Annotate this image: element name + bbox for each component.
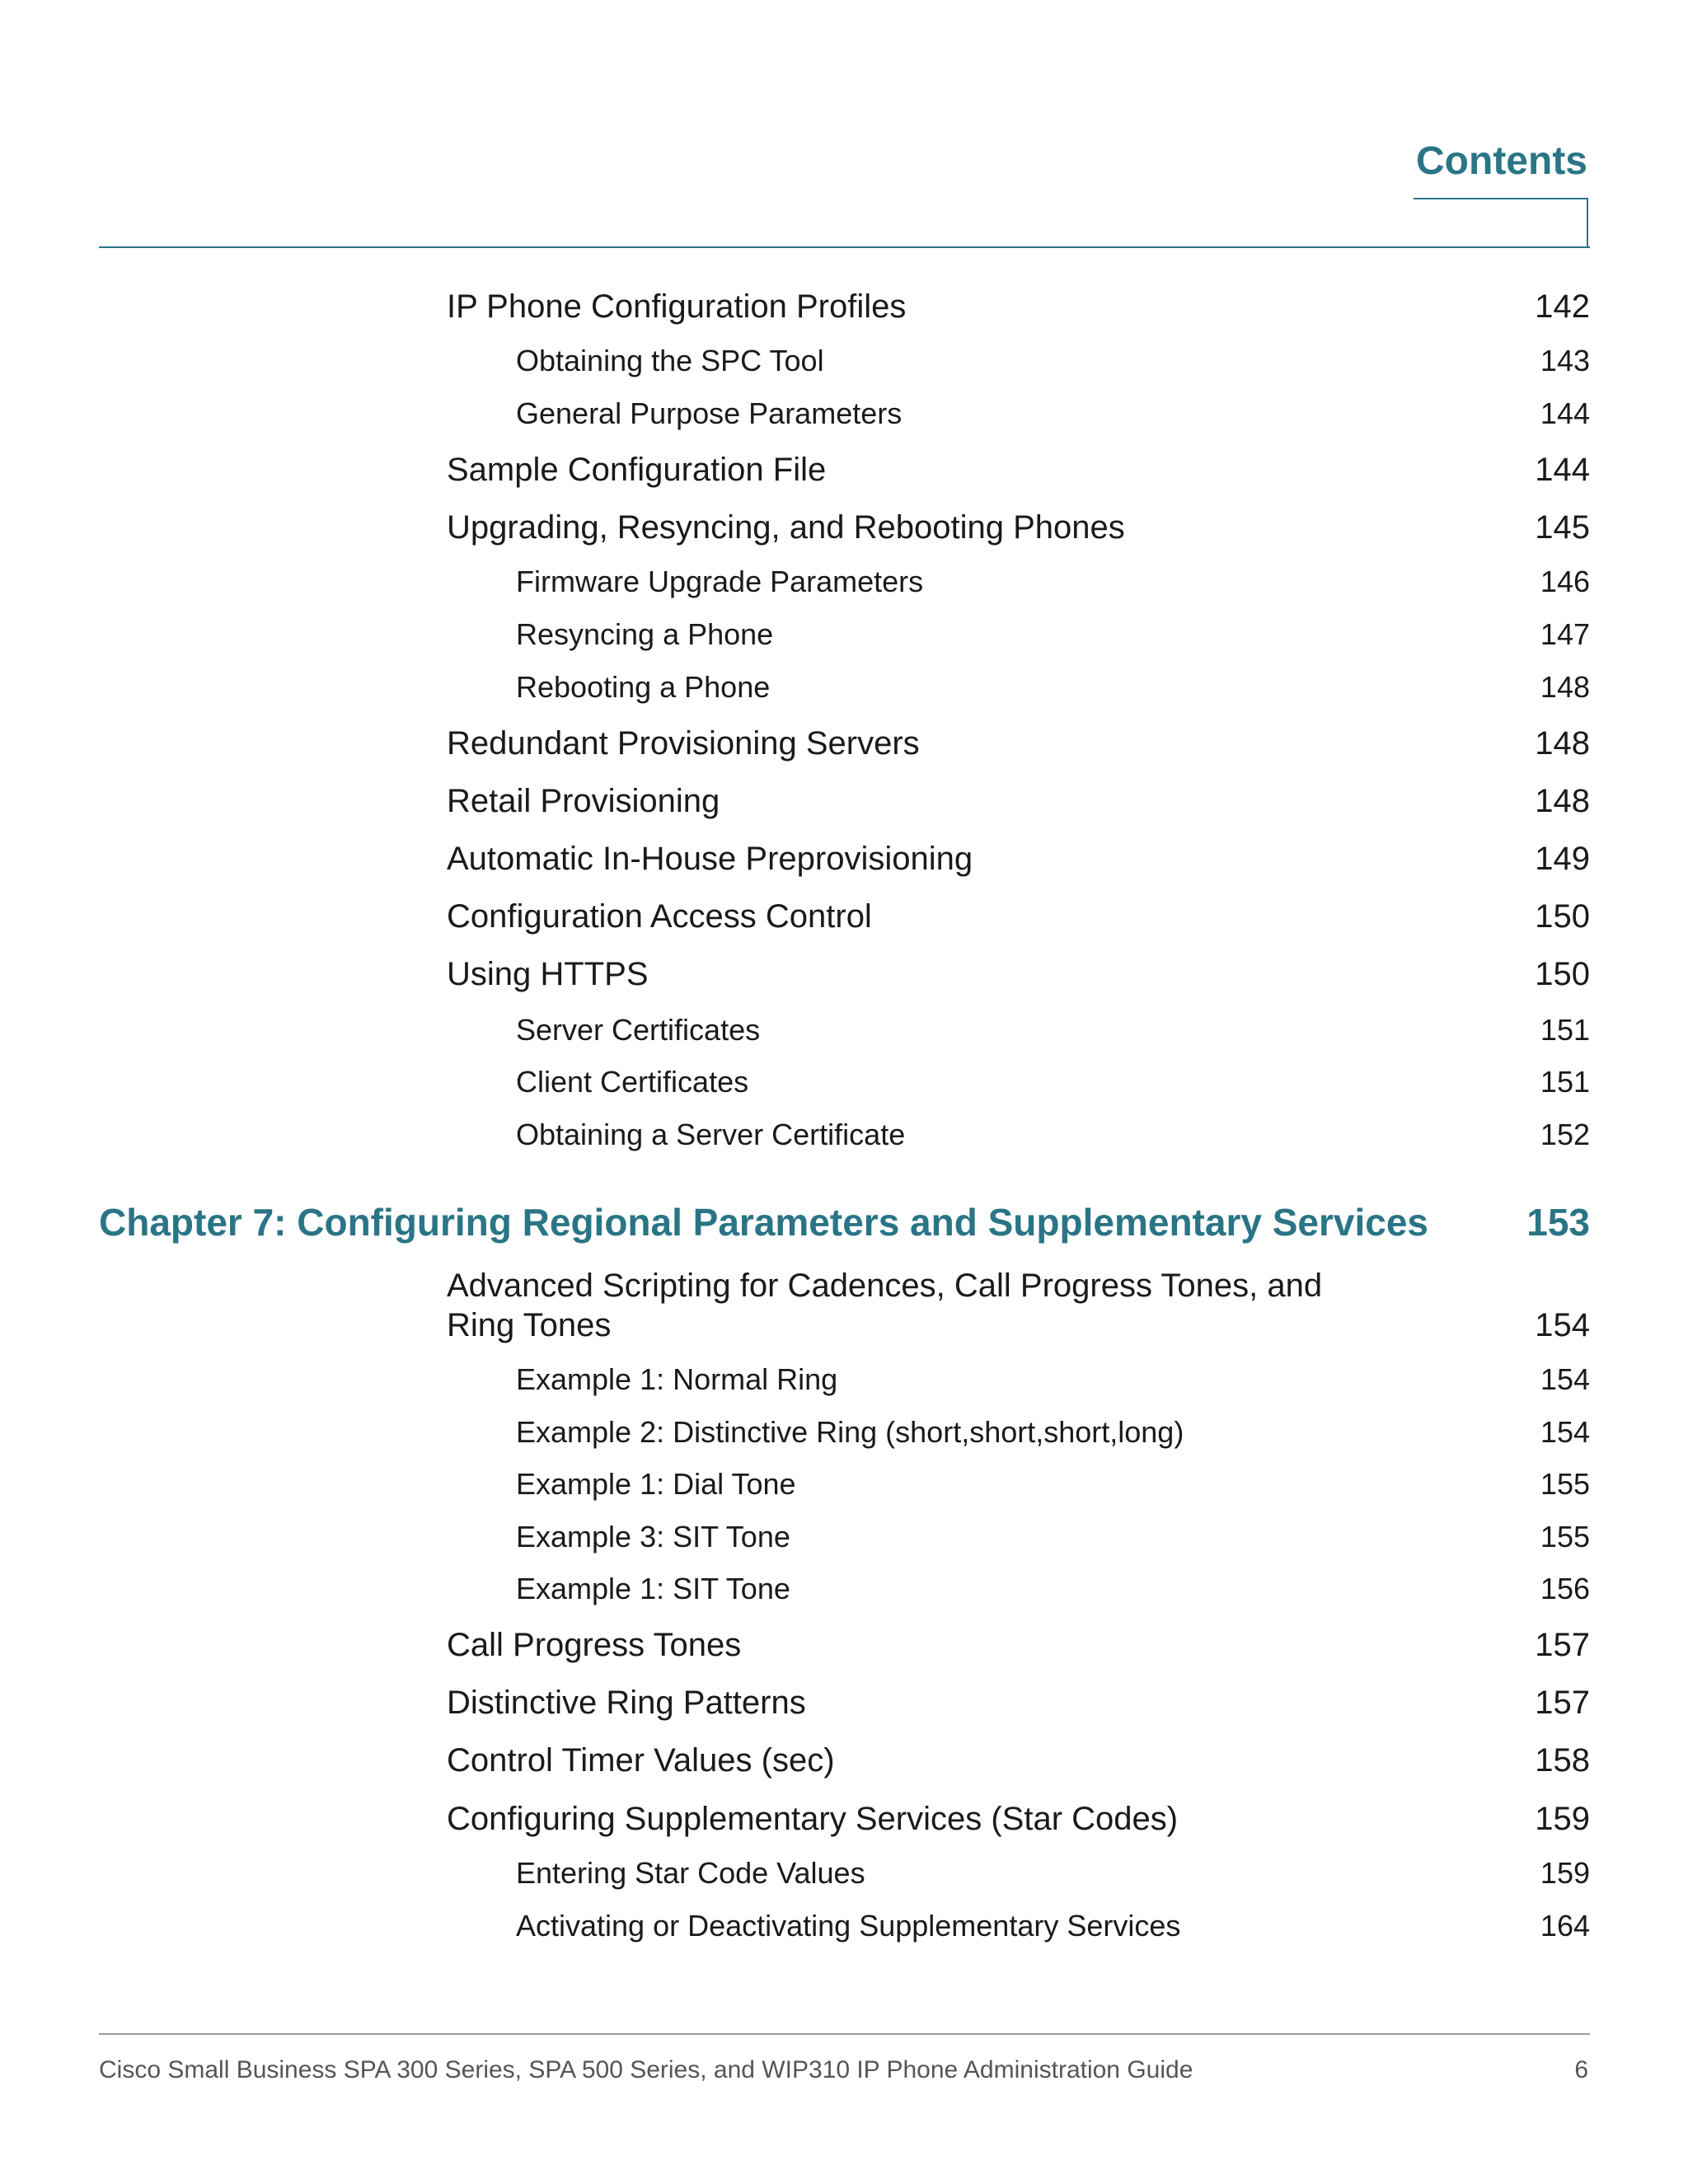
toc-subentry[interactable] (516, 1064, 1590, 1100)
toc-entry[interactable] (447, 897, 1590, 936)
toc-subentry[interactable] (516, 1414, 1590, 1451)
toc-subentry[interactable] (516, 1466, 1590, 1502)
title-bracket-decoration (1414, 198, 1588, 247)
toc-subentry-label: Rebooting a Phone (516, 670, 771, 704)
toc-subentry[interactable] (516, 1908, 1590, 1944)
toc-subentry-label: Client Certificates (516, 1065, 749, 1099)
toc-subentry-page: 143 (1540, 344, 1590, 377)
toc-subentry-label: Entering Star Code Values (516, 1856, 865, 1890)
toc-subentry-page: 156 (1540, 1572, 1590, 1605)
toc-entry-page: 148 (1535, 725, 1590, 762)
toc-entry-label: Retail Provisioning (447, 783, 720, 819)
toc-entry-label: Configuration Access Control (447, 898, 872, 935)
toc-subentry-page: 147 (1540, 617, 1590, 651)
toc-subentry-page: 152 (1540, 1118, 1590, 1151)
toc-chapter-page: 153 (1526, 1201, 1590, 1244)
toc-entry-label: Advanced Scripting for Cadences, Call Progress Tones, and Ring Tones (447, 1268, 1323, 1343)
toc-subentry[interactable] (516, 1519, 1590, 1555)
toc-entry-page: 149 (1535, 841, 1590, 877)
toc-entry-label: IP Phone Configuration Profiles (447, 288, 907, 325)
footer-page-number: 6 (1574, 2056, 1588, 2083)
toc-entry[interactable] (447, 508, 1590, 547)
toc-chapter-label: Chapter 7: Configuring Regional Parameters and Supplementary Services (99, 1201, 1428, 1244)
footer-document-title: Cisco Small Business SPA 300 Series, SPA 500 Series, and WIP310 IP Phone Administration Guide (99, 2056, 1193, 2083)
toc-subentry-label: Obtaining a Server Certificate (516, 1118, 906, 1151)
toc-subentry-label: Resyncing a Phone (516, 617, 774, 651)
toc-entry[interactable] (447, 1266, 1590, 1345)
toc-subentry-page: 144 (1540, 396, 1590, 430)
toc-entry-page: 159 (1535, 1801, 1590, 1837)
toc-subentry-label: Obtaining the SPC Tool (516, 344, 824, 377)
toc-subentry-page: 146 (1540, 565, 1590, 598)
toc-entry[interactable] (447, 1625, 1590, 1665)
toc-subentry-label: Firmware Upgrade Parameters (516, 565, 924, 598)
toc-entry-page: 144 (1535, 452, 1590, 488)
toc-subentry-page: 164 (1540, 1909, 1590, 1943)
toc-entry-page: 157 (1535, 1627, 1590, 1663)
toc-subentry[interactable] (516, 1012, 1590, 1048)
toc-entry-page: 154 (1535, 1307, 1590, 1343)
toc-entry[interactable] (447, 450, 1590, 490)
footer-divider (99, 2033, 1590, 2035)
toc-subentry-page: 154 (1540, 1415, 1590, 1449)
toc-subentry-page: 155 (1540, 1520, 1590, 1554)
toc-entry-label: Upgrading, Resyncing, and Rebooting Phones (447, 509, 1125, 546)
toc-entry-page: 148 (1535, 783, 1590, 819)
toc-entry[interactable] (447, 1799, 1590, 1839)
toc-entry-label: Call Progress Tones (447, 1627, 742, 1663)
toc-subentry-page: 151 (1540, 1065, 1590, 1099)
page-title: Contents (1416, 139, 1587, 183)
toc-entry-label: Control Timer Values (sec) (447, 1742, 835, 1779)
toc-entry-page: 145 (1535, 509, 1590, 546)
toc-entry-label: Sample Configuration File (447, 452, 827, 488)
toc-entry-label: Configuring Supplementary Services (Star Codes) (447, 1801, 1179, 1837)
toc-subentry[interactable] (516, 1361, 1590, 1398)
toc-subentry-label: Example 1: Normal Ring (516, 1362, 838, 1396)
toc-subentry-page: 154 (1540, 1362, 1590, 1396)
toc-subentry-page: 151 (1540, 1013, 1590, 1047)
toc-subentry-label: General Purpose Parameters (516, 396, 903, 430)
toc-entry-label: Distinctive Ring Patterns (447, 1685, 806, 1721)
toc-subentry[interactable] (516, 616, 1590, 653)
toc-entry-label: Using HTTPS (447, 956, 649, 992)
toc-entry-page: 150 (1535, 956, 1590, 992)
toc-entry[interactable] (447, 781, 1590, 821)
toc-subentry[interactable] (516, 564, 1590, 600)
toc-entry[interactable] (447, 287, 1590, 326)
toc-subentry[interactable] (516, 1571, 1590, 1607)
toc-entry[interactable] (447, 839, 1590, 879)
toc-subentry[interactable] (516, 343, 1590, 379)
toc-subentry[interactable] (516, 1117, 1590, 1153)
toc-entry-label: Automatic In-House Preprovisioning (447, 841, 973, 877)
toc-subentry-label: Activating or Deactivating Supplementary Services (516, 1909, 1181, 1943)
toc-entry[interactable] (447, 954, 1590, 994)
toc-subentry-page: 159 (1540, 1856, 1590, 1890)
toc-entry[interactable] (447, 1741, 1590, 1780)
toc-subentry-label: Server Certificates (516, 1013, 761, 1047)
toc-entry-label: Redundant Provisioning Servers (447, 725, 920, 762)
toc-entry-page: 150 (1535, 898, 1590, 935)
toc-subentry-page: 148 (1540, 670, 1590, 704)
toc-subentry-label: Example 2: Distinctive Ring (short,short,short,long) (516, 1415, 1184, 1449)
toc-entry[interactable] (447, 1683, 1590, 1722)
toc-subentry[interactable] (516, 1855, 1590, 1891)
toc-chapter-heading[interactable] (99, 1199, 1590, 1245)
toc-entry-page: 158 (1535, 1742, 1590, 1779)
toc-subentry-label: Example 3: SIT Tone (516, 1520, 790, 1554)
toc-entry[interactable] (447, 724, 1590, 763)
toc-subentry-page: 155 (1540, 1467, 1590, 1501)
toc-subentry[interactable] (516, 669, 1590, 705)
toc-entry-page: 157 (1535, 1685, 1590, 1721)
toc-subentry-label: Example 1: Dial Tone (516, 1467, 796, 1501)
toc-subentry[interactable] (516, 396, 1590, 432)
header-divider (99, 246, 1590, 248)
toc-subentry-label: Example 1: SIT Tone (516, 1572, 790, 1605)
toc-entry-page: 142 (1535, 288, 1590, 325)
